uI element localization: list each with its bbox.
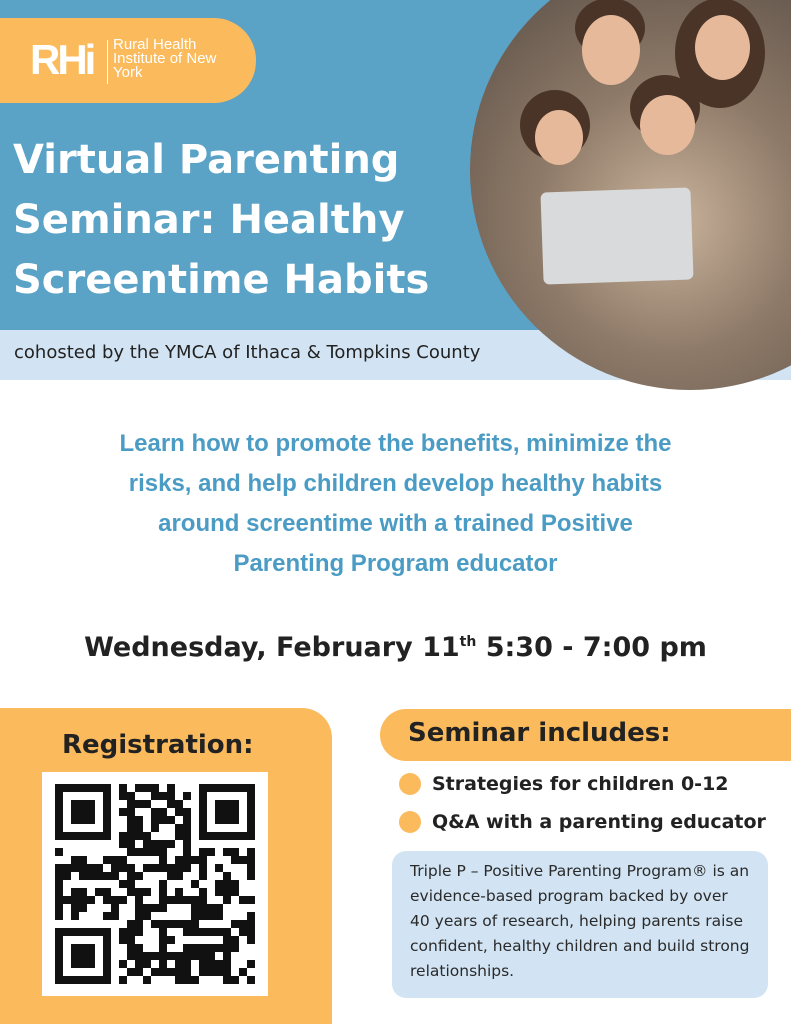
qr-module xyxy=(239,920,247,928)
qr-module xyxy=(215,864,223,872)
qr-module xyxy=(119,840,127,848)
qr-module xyxy=(143,912,151,920)
cohost-text: cohosted by the YMCA of Ithaca & Tompkins County xyxy=(14,342,481,363)
qr-module xyxy=(87,872,95,880)
qr-module xyxy=(231,976,239,984)
includes-title: Seminar includes: xyxy=(408,718,671,748)
qr-module xyxy=(135,832,143,840)
list-item xyxy=(399,811,766,833)
qr-module xyxy=(79,904,87,912)
qr-module xyxy=(135,960,143,968)
qr-module xyxy=(111,912,119,920)
qr-module xyxy=(215,904,223,912)
qr-module xyxy=(159,896,167,904)
qr-module xyxy=(63,864,71,872)
qr-module xyxy=(199,944,207,952)
qr-module xyxy=(207,928,215,936)
program-info-box: Triple P – Positive Parenting Program® is an evidence-based program backed by over 40 years of research, helping parents raise confident, healthy children and build strong relationships. xyxy=(392,851,768,998)
qr-module xyxy=(143,784,151,792)
list-item-label: Strategies for children 0-12 xyxy=(432,773,729,795)
qr-module xyxy=(119,960,127,968)
qr-module xyxy=(175,968,183,976)
qr-module xyxy=(63,896,71,904)
qr-module xyxy=(151,792,159,800)
qr-module xyxy=(79,856,87,864)
qr-module xyxy=(183,928,191,936)
qr-module xyxy=(239,928,247,936)
qr-module xyxy=(79,888,87,896)
qr-module xyxy=(215,944,223,952)
qr-module xyxy=(135,888,143,896)
qr-module xyxy=(127,928,135,936)
qr-module xyxy=(183,920,191,928)
qr-module xyxy=(127,848,135,856)
qr-module xyxy=(183,968,191,976)
qr-module xyxy=(167,872,175,880)
qr-module xyxy=(111,896,119,904)
qr-module xyxy=(127,792,135,800)
qr-module xyxy=(159,944,167,952)
qr-module xyxy=(87,864,95,872)
qr-module xyxy=(135,896,143,904)
event-day-suffix: th xyxy=(459,634,477,650)
qr-module xyxy=(247,960,255,968)
qr-module xyxy=(159,920,167,928)
qr-module xyxy=(119,792,127,800)
qr-module xyxy=(159,952,167,960)
qr-module xyxy=(55,848,63,856)
qr-module xyxy=(159,792,167,800)
qr-module xyxy=(175,888,183,896)
qr-module xyxy=(191,920,199,928)
qr-module xyxy=(55,872,63,880)
qr-module xyxy=(183,864,191,872)
qr-module xyxy=(223,936,231,944)
qr-module xyxy=(167,840,175,848)
qr-module xyxy=(183,808,191,816)
qr-module xyxy=(167,920,175,928)
qr-module xyxy=(95,872,103,880)
qr-module xyxy=(159,904,167,912)
qr-module xyxy=(135,816,143,824)
qr-module xyxy=(231,888,239,896)
qr-module xyxy=(119,880,127,888)
qr-module xyxy=(167,896,175,904)
qr-module xyxy=(183,896,191,904)
qr-module xyxy=(143,960,151,968)
qr-module xyxy=(223,952,231,960)
qr-module xyxy=(215,968,223,976)
title-line: Seminar: Healthy xyxy=(13,197,405,243)
qr-module xyxy=(167,936,175,944)
qr-module xyxy=(231,856,239,864)
qr-module xyxy=(119,976,127,984)
qr-module xyxy=(175,800,183,808)
qr-module xyxy=(151,824,159,832)
qr-module xyxy=(247,872,255,880)
list-item-label: Q&A with a parenting educator xyxy=(432,811,766,833)
qr-finder xyxy=(71,800,95,824)
qr-module xyxy=(159,880,167,888)
qr-module xyxy=(143,976,151,984)
logo-org-name: Rural Health Institute of New York xyxy=(113,36,217,81)
qr-module xyxy=(111,872,119,880)
qr-module xyxy=(175,896,183,904)
qr-module xyxy=(119,928,127,936)
qr-module xyxy=(247,936,255,944)
qr-module xyxy=(199,896,207,904)
qr-module xyxy=(175,832,183,840)
qr-module xyxy=(175,952,183,960)
qr-module xyxy=(191,976,199,984)
qr-module xyxy=(143,832,151,840)
qr-module xyxy=(103,912,111,920)
qr-module xyxy=(127,888,135,896)
qr-module xyxy=(175,872,183,880)
qr-module xyxy=(167,968,175,976)
qr-module xyxy=(159,960,167,968)
qr-module xyxy=(183,824,191,832)
qr-module xyxy=(151,784,159,792)
qr-module xyxy=(199,968,207,976)
qr-module xyxy=(95,888,103,896)
qr-module xyxy=(71,856,79,864)
qr-module xyxy=(103,896,111,904)
qr-module xyxy=(119,936,127,944)
qr-module xyxy=(55,888,63,896)
qr-module xyxy=(127,832,135,840)
qr-module xyxy=(191,904,199,912)
qr-module xyxy=(183,952,191,960)
qr-module xyxy=(159,840,167,848)
qr-module xyxy=(119,896,127,904)
qr-module xyxy=(191,896,199,904)
qr-module xyxy=(159,848,167,856)
qr-module xyxy=(247,912,255,920)
qr-module xyxy=(215,912,223,920)
qr-module xyxy=(151,840,159,848)
qr-module xyxy=(127,800,135,808)
qr-module xyxy=(103,856,111,864)
qr-module xyxy=(71,888,79,896)
qr-module xyxy=(215,888,223,896)
qr-module xyxy=(231,880,239,888)
lead-line: risks, and help children develop healthy habits xyxy=(128,470,663,497)
qr-module xyxy=(159,928,167,936)
qr-module xyxy=(135,952,143,960)
qr-module xyxy=(239,968,247,976)
qr-module xyxy=(199,904,207,912)
qr-module xyxy=(247,976,255,984)
qr-module xyxy=(247,864,255,872)
qr-module xyxy=(55,912,63,920)
qr-module xyxy=(143,800,151,808)
qr-module xyxy=(127,872,135,880)
qr-module xyxy=(151,952,159,960)
qr-module xyxy=(223,960,231,968)
qr-module xyxy=(175,976,183,984)
qr-module xyxy=(71,904,79,912)
qr-module xyxy=(183,944,191,952)
qr-module xyxy=(135,912,143,920)
qr-module xyxy=(143,952,151,960)
qr-module xyxy=(191,952,199,960)
qr-module xyxy=(135,944,143,952)
qr-module xyxy=(159,864,167,872)
qr-module xyxy=(55,904,63,912)
qr-module xyxy=(223,968,231,976)
qr-module xyxy=(175,920,183,928)
qr-module xyxy=(143,840,151,848)
qr-module xyxy=(247,920,255,928)
qr-module xyxy=(127,880,135,888)
qr-module xyxy=(127,952,135,960)
qr-module xyxy=(199,960,207,968)
qr-module xyxy=(231,848,239,856)
qr-module xyxy=(207,960,215,968)
qr-module xyxy=(207,968,215,976)
qr-module xyxy=(63,872,71,880)
qr-module xyxy=(119,808,127,816)
qr-module xyxy=(95,864,103,872)
qr-module xyxy=(55,880,63,888)
qr-module xyxy=(119,856,127,864)
qr-module xyxy=(159,816,167,824)
qr-module xyxy=(239,896,247,904)
event-day: Wednesday, February 11 xyxy=(84,632,460,663)
qr-module xyxy=(135,904,143,912)
qr-module xyxy=(143,864,151,872)
qr-module xyxy=(119,832,127,840)
qr-finder xyxy=(215,800,239,824)
qr-module xyxy=(199,872,207,880)
page-title xyxy=(13,130,429,310)
qr-module xyxy=(111,864,119,872)
qr-module xyxy=(127,816,135,824)
qr-module xyxy=(207,944,215,952)
qr-module xyxy=(215,960,223,968)
qr-module xyxy=(223,880,231,888)
qr-module xyxy=(223,928,231,936)
qr-module xyxy=(71,896,79,904)
qr-module xyxy=(79,872,87,880)
qr-module xyxy=(191,928,199,936)
qr-module xyxy=(183,840,191,848)
qr-module xyxy=(223,896,231,904)
laptop-image xyxy=(540,187,693,284)
registration-panel xyxy=(0,708,332,1024)
qr-module xyxy=(151,968,159,976)
qr-module xyxy=(247,856,255,864)
qr-module xyxy=(127,936,135,944)
qr-module xyxy=(151,816,159,824)
qr-module xyxy=(127,944,135,952)
qr-module xyxy=(111,904,119,912)
qr-module xyxy=(55,896,63,904)
qr-module xyxy=(135,784,143,792)
qr-module xyxy=(119,864,127,872)
qr-module xyxy=(175,864,183,872)
qr-module xyxy=(215,928,223,936)
qr-module xyxy=(111,856,119,864)
qr-module xyxy=(55,864,63,872)
qr-module xyxy=(247,848,255,856)
qr-module xyxy=(183,816,191,824)
qr-module xyxy=(71,912,79,920)
qr-module xyxy=(199,928,207,936)
qr-module xyxy=(223,976,231,984)
qr-module xyxy=(143,888,151,896)
event-datetime xyxy=(0,632,791,663)
qr-module xyxy=(183,832,191,840)
qr-module xyxy=(127,920,135,928)
qr-module xyxy=(183,856,191,864)
qr-module xyxy=(199,912,207,920)
qr-module xyxy=(247,928,255,936)
qr-module xyxy=(135,928,143,936)
qr-module xyxy=(167,864,175,872)
registration-label: Registration: xyxy=(62,730,254,760)
qr-module xyxy=(135,872,143,880)
qr-module xyxy=(191,912,199,920)
qr-module xyxy=(127,824,135,832)
qr-module xyxy=(207,912,215,920)
qr-module xyxy=(127,840,135,848)
list-item xyxy=(399,773,729,795)
qr-module xyxy=(231,920,239,928)
qr-module xyxy=(207,952,215,960)
qr-module xyxy=(191,880,199,888)
qr-module xyxy=(135,920,143,928)
qr-module xyxy=(215,880,223,888)
qr-module xyxy=(151,848,159,856)
qr-module xyxy=(175,960,183,968)
qr-module xyxy=(87,896,95,904)
qr-module xyxy=(175,856,183,864)
qr-finder xyxy=(71,944,95,968)
qr-module xyxy=(159,888,167,896)
qr-module xyxy=(183,976,191,984)
qr-module xyxy=(239,856,247,864)
lead-line: Parenting Program educator xyxy=(233,550,558,577)
qr-module xyxy=(119,784,127,792)
qr-module xyxy=(127,808,135,816)
qr-module xyxy=(151,920,159,928)
qr-module xyxy=(151,808,159,816)
logo-divider xyxy=(107,40,108,84)
qr-module xyxy=(183,848,191,856)
bullet-dot-icon xyxy=(399,811,421,833)
qr-module xyxy=(199,888,207,896)
qr-module xyxy=(223,944,231,952)
qr-module xyxy=(103,872,111,880)
qr-module xyxy=(103,888,111,896)
qr-module xyxy=(167,952,175,960)
qr-module xyxy=(151,904,159,912)
event-time: 5:30 - 7:00 pm xyxy=(476,632,707,663)
bullet-dot-icon xyxy=(399,773,421,795)
qr-module xyxy=(159,936,167,944)
qr-module xyxy=(167,784,175,792)
qr-module xyxy=(159,968,167,976)
qr-module xyxy=(127,864,135,872)
qr-module xyxy=(167,800,175,808)
qr-module xyxy=(135,968,143,976)
qr-module xyxy=(247,896,255,904)
qr-module xyxy=(183,792,191,800)
qr-module xyxy=(127,968,135,976)
qr-module xyxy=(191,856,199,864)
qr-module xyxy=(135,800,143,808)
qr-module xyxy=(159,856,167,864)
qr-module xyxy=(151,864,159,872)
qr-module xyxy=(143,904,151,912)
qr-module xyxy=(79,864,87,872)
qr-module xyxy=(223,872,231,880)
qr-module xyxy=(71,864,79,872)
qr-module xyxy=(207,848,215,856)
qr-module xyxy=(231,944,239,952)
title-line: Screentime Habits xyxy=(13,257,430,303)
qr-module xyxy=(175,808,183,816)
lead-paragraph xyxy=(0,424,791,584)
registration-qr-code[interactable] xyxy=(42,772,268,996)
qr-module xyxy=(191,944,199,952)
qr-module xyxy=(223,888,231,896)
qr-module xyxy=(159,808,167,816)
qr-module xyxy=(167,816,175,824)
qr-module xyxy=(135,848,143,856)
qr-module xyxy=(135,824,143,832)
lead-line: Learn how to promote the benefits, minimize the xyxy=(119,430,672,457)
includes-header xyxy=(380,709,791,761)
title-line: Virtual Parenting xyxy=(13,137,400,183)
qr-module xyxy=(143,848,151,856)
qr-module xyxy=(183,960,191,968)
qr-module xyxy=(167,792,175,800)
lead-line: around screentime with a trained Positive xyxy=(158,510,633,537)
qr-module xyxy=(79,896,87,904)
qr-module xyxy=(199,952,207,960)
logo-mark: RHi xyxy=(30,36,94,83)
qr-module xyxy=(199,848,207,856)
qr-module xyxy=(199,856,207,864)
qr-module xyxy=(231,936,239,944)
qr-module xyxy=(207,904,215,912)
qr-module xyxy=(175,824,183,832)
qr-module xyxy=(199,864,207,872)
qr-module xyxy=(223,848,231,856)
